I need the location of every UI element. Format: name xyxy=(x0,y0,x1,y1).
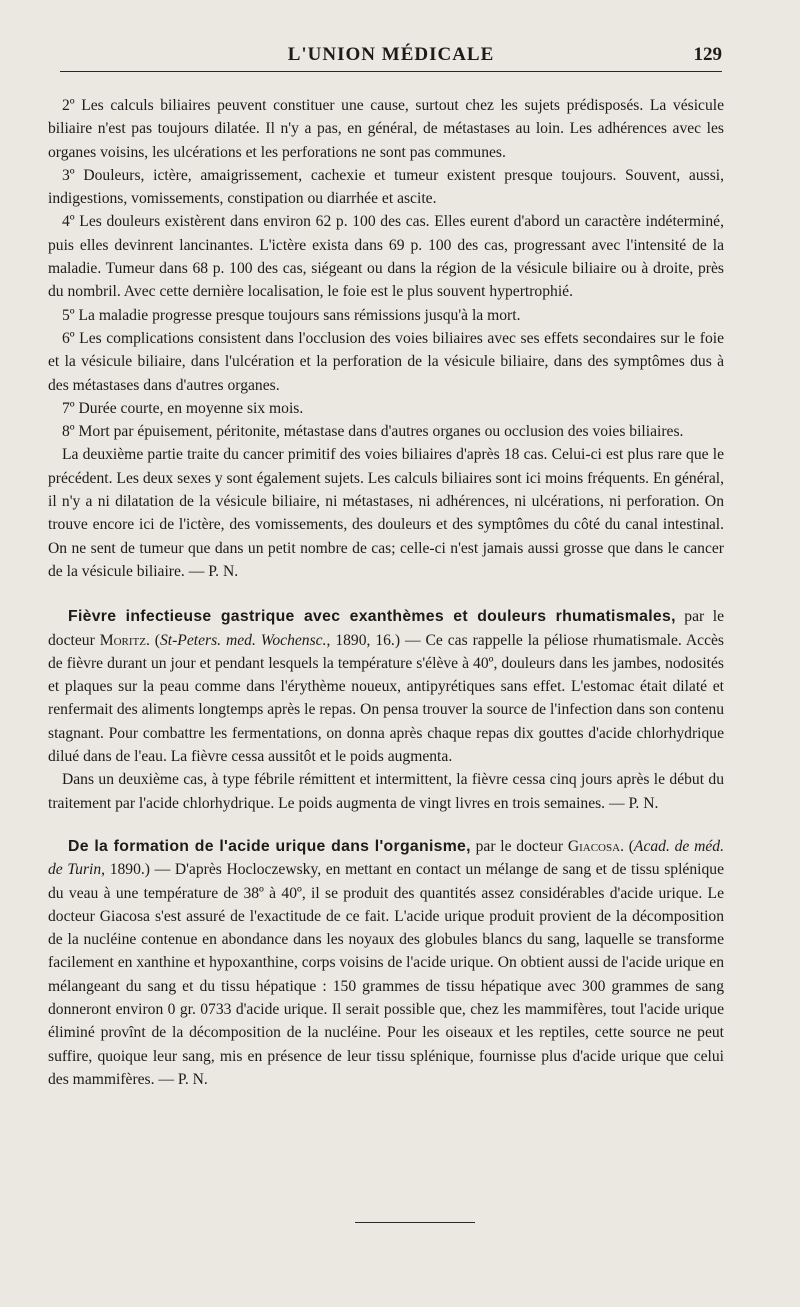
header-rule xyxy=(60,71,722,72)
list-item: 8º Mort par épuisement, péritonite, métastase dans d'autres organes ou occlusion des voies biliaires. xyxy=(62,423,684,441)
list-item: 3º Douleurs, ictère, amaigrissement, cachexie et tumeur existent presque toujours. Souvent, aussi, indigestions, vomissements, constipation ou diarrhée et ascite. xyxy=(48,166,724,208)
article-paragraph: Dans un deuxième cas, à type fébrile rémittent et intermittent, la fièvre cessa cinq jours après le début du traitement par l'acide chlorhydrique. Le poids augmenta de vingt livres en trois semaines. — P. N. xyxy=(48,771,724,812)
list-item: 4º Les douleurs existèrent dans environ 62 p. 100 des cas. Elles eurent d'abord un caractère indéterminé, puis elles devinrent lancinantes. L'ictère exista dans 69 p. 100 des cas, progressant avec l'intensité de la maladie. Tumeur dans 68 p. 100 des cas, siégeant ou dans la région de la vésicule biliaire ou à droite, près du nombril. Avec cette dernière localisation, le foie est le plus souvent hypertrophié. xyxy=(48,213,724,301)
list-item: 5º La maladie progresse presque toujours sans rémissions jusqu'à la mort. xyxy=(62,306,521,324)
list-item: 2º Les calculs biliaires peuvent constituer une cause, surtout chez les sujets prédisposés. La vésicule biliaire n'est pas toujours dilatée. Il n'y a pas, en général, de métastases au loin. Les adhérences avec les organes voisins, les ulcérations et les perforations ne sont pas communes. xyxy=(48,97,724,161)
page-body xyxy=(48,94,724,1091)
summary-paragraph: La deuxième partie traite du cancer primitif des voies biliaires d'après 18 cas. Celui-ci est plus rare que le précédent. Les deux sexes y sont également sujets. Les calculs biliaires sont ici moins fréquents. En général, il n'y a ni dilatation de la vésicule biliaire, ni métastases, ni adhérences, ni ulcérations, ni perforation. On trouve encore ici de l'ictère, des vomissements, des douleurs et des symptômes du côté du canal intestinal. On ne sent de tumeur que dans un petit nombre de cas; celle-ci n'est jamais aussi grosse que dans le cancer de la vésicule biliaire. — P. N. xyxy=(48,446,724,580)
ref-close: , 1890.) — xyxy=(101,861,175,879)
ref-open: . ( xyxy=(620,837,634,855)
article-body: Ce cas rappelle la péliose rhumatismale. Accès de fièvre durant un jour et pendant lesquels la température s'élève à 40º, douleurs dans les jambes, nodosités et plaques sur la peau comme dans l'érythème noueux, antipyrétiques sans effet. L'estomac était dilaté et renfermait des aliments longtemps après le repas. On pensa trouver la source de l'infection dans son contenu stagnant. Pour combattre les fermentations, on donna après chaque repas dix gouttes d'acide chlorhydrique dilué dans de l'eau. La fièvre cessa aussitôt et le poids augmenta. xyxy=(48,631,724,766)
list-item: 6º Les complications consistent dans l'occlusion des voies biliaires avec ses effets secondaires sur le foie et la vésicule biliaire, dans l'ulcération et la perforation de la vésicule biliaire, dans des symptômes dus à des métastases dans d'autres organes. xyxy=(48,329,724,394)
article-acide-urique xyxy=(48,835,724,1091)
byline-text: par le docteur xyxy=(48,608,725,649)
article-source: St-Peters. med. Wochensc. xyxy=(159,631,327,649)
ref-open: . ( xyxy=(145,631,160,649)
list-item: 7º Durée courte, en moyenne six mois. xyxy=(62,399,304,417)
running-title: L'UNION MÉDICALE xyxy=(287,44,495,65)
article-title: Fièvre infectieuse gastrique avec exanthèmes et douleurs rhumatismales, xyxy=(68,608,676,626)
byline-text: par le docteur xyxy=(470,837,568,855)
page-number: 129 xyxy=(693,44,722,65)
article-source: Acad. de méd. de Turin xyxy=(48,837,724,879)
article-title: De la formation de l'acide urique dans l'organisme, xyxy=(68,837,471,855)
article-fievre-infectieuse xyxy=(48,605,724,768)
article-body: D'après Hocloczewsky, en mettant en contact un mélange de sang et de tissu splénique du veau à une température de 38º à 40º, il se produit des quantités assez considérables d'acide urique. Le docteur Giacosa s'est assuré de l'exactitude de ce fait. L'acide urique produit provient de la décomposition de la nucléine contenue en abondance dans les noyaux des globules blancs du sang, laquelle se transforme facilement en xanthine et hypoxanthine, corps voisins de l'acide urique. On obtient aussi de l'acide urique en mélangeant du sang et du tissu hépatique : 150 grammes de tissu hépatique avec 300 grammes de sang donneront environ 0 gr. 0733 d'acide urique. Il serait possible que, chez les mammifères, tout l'acide urique éliminé provînt de la décomposition de la nucléine. Pour les oiseaux et les reptiles, cette source ne peut suffire, quoique leur sang, mis en présence de leur tissu splénique, fournisse plus d'acide urique que celui des mammifères. — P. N. xyxy=(48,861,724,1088)
article-author: Moritz xyxy=(99,631,146,649)
section-end-rule xyxy=(355,1222,475,1223)
ref-close: , 1890, 16.) — xyxy=(326,631,426,649)
page-header xyxy=(60,44,722,72)
article-author: Giacosa xyxy=(567,837,621,855)
